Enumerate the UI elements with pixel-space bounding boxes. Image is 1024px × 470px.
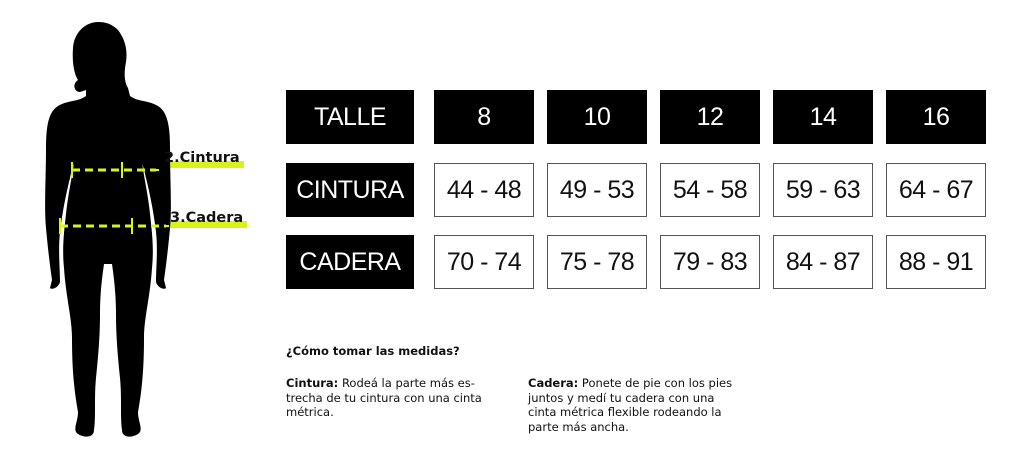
size-header-cell: 12 (660, 90, 760, 144)
cintura-instructions-line: trecha de tu cintura con una cinta (286, 390, 482, 405)
table-cell: 54 - 58 (660, 163, 760, 217)
size-header-cell: 8 (434, 90, 534, 144)
table-cell: 64 - 67 (886, 163, 986, 217)
cadera-instructions-line: juntos y medí tu cadera con una (528, 390, 715, 405)
cadera-instructions-line: Ponete de pie con los pies (578, 376, 733, 390)
table-cell: 49 - 53 (547, 163, 647, 217)
body-silhouette-figure (28, 18, 258, 448)
table-cell: 70 - 74 (434, 235, 534, 289)
table-cell: 79 - 83 (660, 235, 760, 289)
table-cell: 84 - 87 (773, 235, 873, 289)
cadera-measure-label: 3.Cadera (170, 210, 243, 226)
talle-header: TALLE (286, 90, 414, 144)
cintura-measure-label: 2.Cintura (164, 150, 240, 166)
instructions-question: ¿Cómo tomar las medidas? (286, 344, 460, 358)
size-header-cell: 16 (886, 90, 986, 144)
table-cell: 75 - 78 (547, 235, 647, 289)
cintura-instructions-line: Rodeá la parte más es- (338, 376, 475, 390)
cintura-instructions-title: Cintura: (286, 376, 339, 390)
table-cell: 44 - 48 (434, 163, 534, 217)
cintura-row-label: CINTURA (286, 163, 414, 217)
silhouette-icon (28, 18, 258, 448)
cintura-instructions-line: métrica. (286, 405, 334, 419)
cadera-instructions-line: cinta métrica flexible rodeando la (528, 405, 722, 419)
cintura-instructions (286, 376, 506, 420)
table-cell: 88 - 91 (886, 235, 986, 289)
table-cell: 59 - 63 (773, 163, 873, 217)
cadera-instructions (528, 376, 758, 434)
size-header-cell: 14 (773, 90, 873, 144)
cadera-instructions-line: parte más ancha. (528, 419, 629, 434)
cadera-row-label: CADERA (286, 235, 414, 289)
cadera-instructions-title: Cadera: (528, 376, 579, 390)
size-header-cell: 10 (547, 90, 647, 144)
